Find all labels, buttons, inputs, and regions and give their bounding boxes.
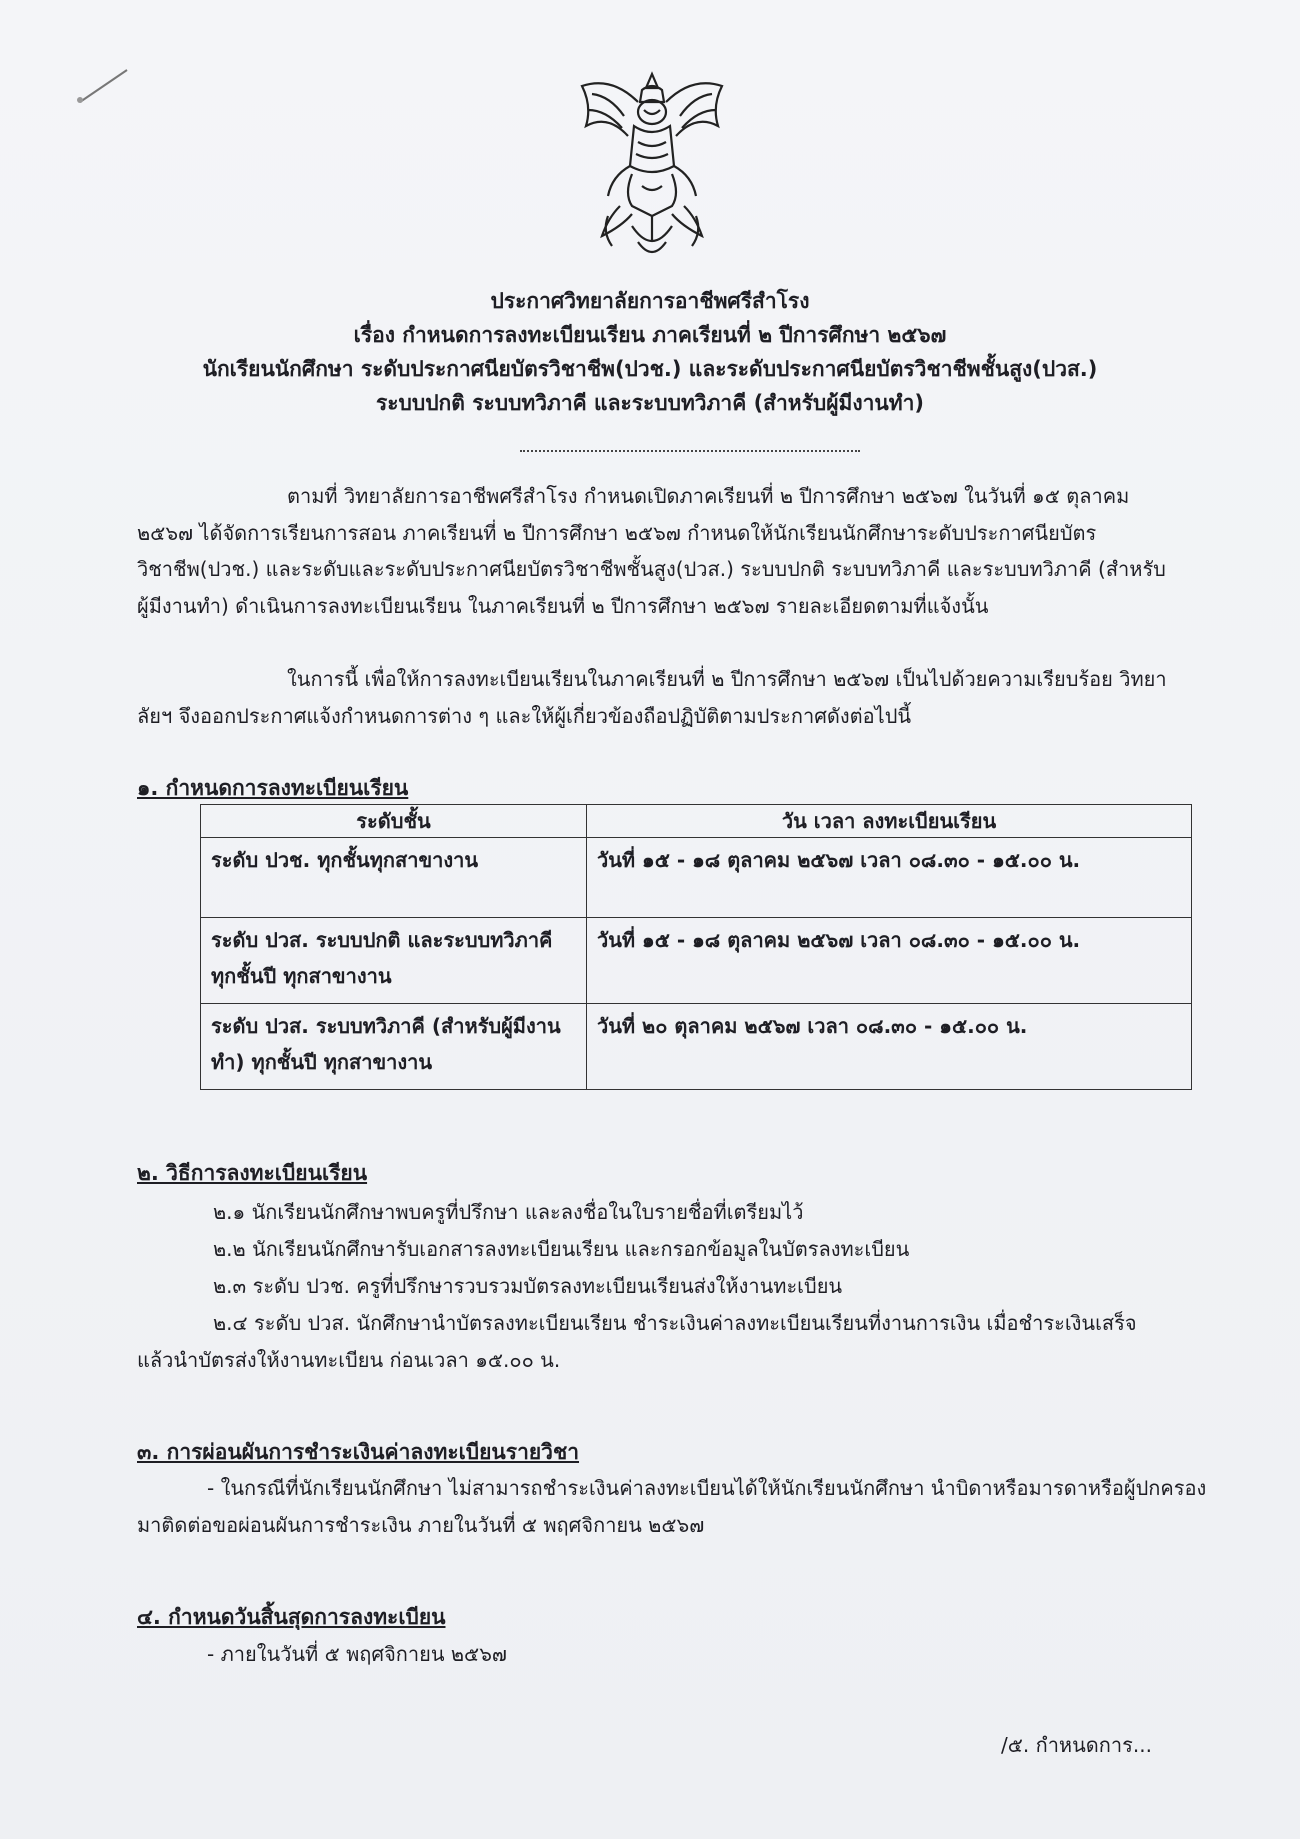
table-cell-level: ระดับ ปวช. ทุกชั้นทุกสาขางาน	[201, 838, 587, 918]
intro-paragraph-2-block	[137, 661, 1169, 734]
announcement-subject: เรื่อง กำหนดการลงทะเบียนเรียน ภาคเรียนที่ ๒ ปีการศึกษา ๒๕๖๗	[353, 323, 947, 347]
section-3-text: - ในกรณีที่นักเรียนนักศึกษา ไม่สามารถชำระเงินค่าลงทะเบียนได้ให้นักเรียนนักศึกษา นำบิดาหรือมารดาหรือผู้ปกครอง มาติดต่อขอผ่อนผันการชำระเงิน ภายในวันที่ ๕ พฤศจิกายน ๒๕๖๗	[137, 1476, 1207, 1537]
table-cell-datetime: วันที่ ๑๕ - ๑๘ ตุลาคม ๒๕๖๗ เวลา ๐๘.๓๐ - ๑๕.๐๐ น.	[587, 838, 1192, 918]
announcement-title: ประกาศวิทยาลัยการอาชีพศรีสำโรง	[490, 289, 810, 313]
list-item-continuation: แล้วนำบัตรส่งให้งานทะเบียน ก่อนเวลา ๑๕.๐๐ น.	[137, 1348, 561, 1372]
section-3-block	[137, 1470, 1222, 1543]
page-continuation: /๕. กำหนดการ...	[1001, 1733, 1152, 1757]
section-4-title: ๔. กำหนดวันสิ้นสุดการลงทะเบียน	[137, 1605, 446, 1629]
announcement-header	[0, 284, 1300, 420]
section-3-title: ๓. การผ่อนผันการชำระเงินค่าลงทะเบียนรายวิชา	[137, 1440, 580, 1464]
section-4-text: - ภายในวันที่ ๕ พฤศจิกายน ๒๕๖๗	[207, 1642, 507, 1666]
table-cell-level: ระดับ ปวส. ระบบทวิภาคี (สำหรับผู้มีงานทำ) ทุกชั้นปี ทุกสาขางาน	[201, 1004, 587, 1090]
intro-paragraph-1: ตามที่ วิทยาลัยการอาชีพศรีสำโรง กำหนดเปิดภาคเรียนที่ ๒ ปีการศึกษา ๒๕๖๗ ในวันที่ ๑๕ ตุลาคม ๒๕๖๗ ได้จัดการเรียนการสอน ภาคเรียนที่ ๒ ปีการศึกษา ๒๕๖๗ กำหนดให้นักเรียนนักศึกษาระดับประกาศนียบัตรวิชาชีพ(ปวช.) และระดับและระดับประกาศนียบัตรวิชาชีพชั้นสูง(ปวส.) ระบบปกติ ระบบทวิภาคี และระบบทวิภาคี (สำหรับผู้มีงานทำ) ดำเนินการลงทะเบียนเรียน ในภาคเรียนที่ ๒ ปีการศึกษา ๒๕๖๗ รายละเอียดตามที่แจ้งนั้น	[137, 484, 1166, 618]
table-cell-level: ระดับ ปวส. ระบบปกติ และระบบทวิภาคี ทุกชั้นปี ทุกสาขางาน	[201, 918, 587, 1004]
section-4-block	[137, 1636, 1217, 1673]
staple-mark-icon	[72, 62, 132, 112]
announcement-audience: นักเรียนนักศึกษา ระดับประกาศนียบัตรวิชาชีพ(ปวช.) และระดับประกาศนียบัตรวิชาชีพชั้นสูง(ปวส.)	[202, 357, 1098, 381]
table-header-row	[201, 805, 1192, 838]
list-item: ๒.๔ ระดับ ปวส. นักศึกษานำบัตรลงทะเบียนเรียน ชำระเงินค่าลงทะเบียนเรียนที่งานการเงิน เมื่อชำระเงินเสร็จ	[213, 1311, 1137, 1335]
table-row	[201, 918, 1192, 1004]
table-cell-datetime: วันที่ ๑๕ - ๑๘ ตุลาคม ๒๕๖๗ เวลา ๐๘.๓๐ - ๑๕.๐๐ น.	[587, 918, 1192, 1004]
table-row	[201, 1004, 1192, 1090]
table-header-datetime: วัน เวลา ลงทะเบียนเรียน	[587, 805, 1192, 838]
announcement-systems: ระบบปกติ ระบบทวิภาคี และระบบทวิภาคี (สำหรับผู้มีงานทำ)	[375, 391, 925, 415]
intro-paragraph-2: ในการนี้ เพื่อให้การลงทะเบียนเรียนในภาคเรียนที่ ๒ ปีการศึกษา ๒๕๖๗ เป็นไปด้วยความเรียบร้อย วิทยาลัยฯ จึงออกประกาศแจ้งกำหนดการต่าง ๆ และให้ผู้เกี่ยวข้องถือปฏิบัติตามประกาศดังต่อไปนี้	[137, 667, 1167, 728]
section-2-title: ๒. วิธีการลงทะเบียนเรียน	[137, 1161, 368, 1185]
registration-schedule-table	[200, 804, 1192, 1090]
dotted-divider	[520, 450, 860, 452]
table-cell-datetime: วันที่ ๒๐ ตุลาคม ๒๕๖๗ เวลา ๐๘.๓๐ - ๑๕.๐๐ น.	[587, 1004, 1192, 1090]
list-item: ๒.๑ นักเรียนนักศึกษาพบครูที่ปรึกษา และลงชื่อในใบรายชื่อที่เตรียมไว้	[213, 1200, 804, 1224]
intro-paragraph-1-block	[137, 478, 1169, 624]
garuda-emblem-icon	[572, 66, 732, 266]
table-row	[201, 838, 1192, 918]
list-item: ๒.๒ นักเรียนนักศึกษารับเอกสารลงทะเบียนเรียน และกรอกข้อมูลในบัตรลงทะเบียน	[213, 1237, 910, 1261]
section-2-list	[137, 1194, 1217, 1379]
list-item: ๒.๓ ระดับ ปวช. ครูที่ปรึกษารวบรวมบัตรลงทะเบียนเรียนส่งให้งานทะเบียน	[213, 1274, 843, 1298]
section-1-title: ๑. กำหนดการลงทะเบียนเรียน	[137, 776, 409, 800]
table-header-level: ระดับชั้น	[201, 805, 587, 838]
